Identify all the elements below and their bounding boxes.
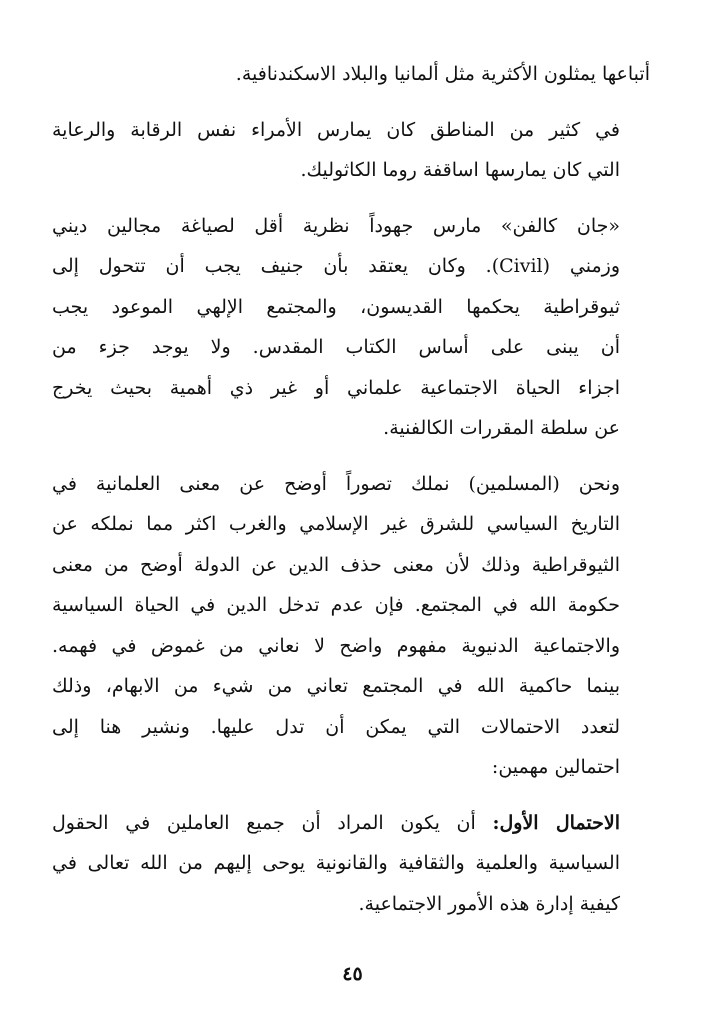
text-line: الثيوقراطية وذلك لأن معنى حذف الدين عن الدولة أوضح من معنى (52, 553, 620, 576)
paragraph-2 (52, 110, 650, 191)
bold-lead-term: الاحتمال الأول: (492, 811, 620, 834)
text-line: أن يبنى على أساس الكتاب المقدس. ولا يوجد جزء من (52, 336, 620, 358)
text-line: التي كان يمارسها اساقفة روما الكاثوليك. (300, 159, 620, 181)
paragraph-4 (52, 464, 650, 788)
text-line: وزمني (Civil). وكان يعتقد بأن جنيف يجب أن تتحول إلى (52, 255, 620, 277)
text-line: ثيوقراطية يحكمها القديسون، والمجتمع الإلهي الموعود يجب (52, 295, 620, 318)
text-line: بينما حاكمية الله في المجتمع تعاني من شيء من الابهام، وذلك (52, 675, 620, 697)
text-line: حكومة الله في المجتمع. فإن عدم تدخل الدين في الحياة السياسية (52, 594, 620, 616)
paragraph-3 (52, 206, 650, 449)
text-line: ونحن (المسلمين) نملك تصوراً أوضح عن معنى العلمانية في (52, 472, 620, 495)
text-line-with-lead (52, 803, 650, 844)
text-line: عن سلطة المقررات الكالفنية. (383, 417, 620, 439)
text-line: السياسية والعلمية والثقافية والقانونية يوحى إليهم من الله تعالى في (52, 852, 620, 874)
text-line-rest: أن يكون المراد أن جميع العاملين في الحقول (52, 811, 493, 834)
page-number: ٤٥ (342, 963, 363, 985)
text-line: التاريخ السياسي للشرق غير الإسلامي والغرب اكثر مما نملكه عن (52, 513, 620, 535)
text-line: أتباعها يمثلون الأكثرية مثل ألمانيا والبلاد الاسكندنافية. (235, 63, 650, 85)
text-line: احتمالين مهمين: (491, 756, 620, 778)
text-line: كيفية إدارة هذه الأمور الاجتماعية. (358, 892, 620, 915)
text-line: اجزاء الحياة الاجتماعية علماني أو غير ذي أهمية بحيث يخرج (52, 376, 620, 399)
text-line: «جان كالفن» مارس جهوداً نظرية أقل لصياغة مجالين ديني (52, 214, 620, 237)
paragraph-1 (52, 54, 650, 95)
paragraph-5 (52, 803, 650, 925)
text-line: والاجتماعية الدنيوية مفهوم واضح لا نعاني من غموض في فهمه. (52, 634, 620, 657)
text-line: لتعدد الاحتمالات التي يمكن أن تدل عليها. ونشير هنا إلى (52, 715, 620, 738)
page-body (52, 54, 650, 939)
text-line: في كثير من المناطق كان يمارس الأمراء نفس الرقابة والرعاية (52, 118, 620, 141)
